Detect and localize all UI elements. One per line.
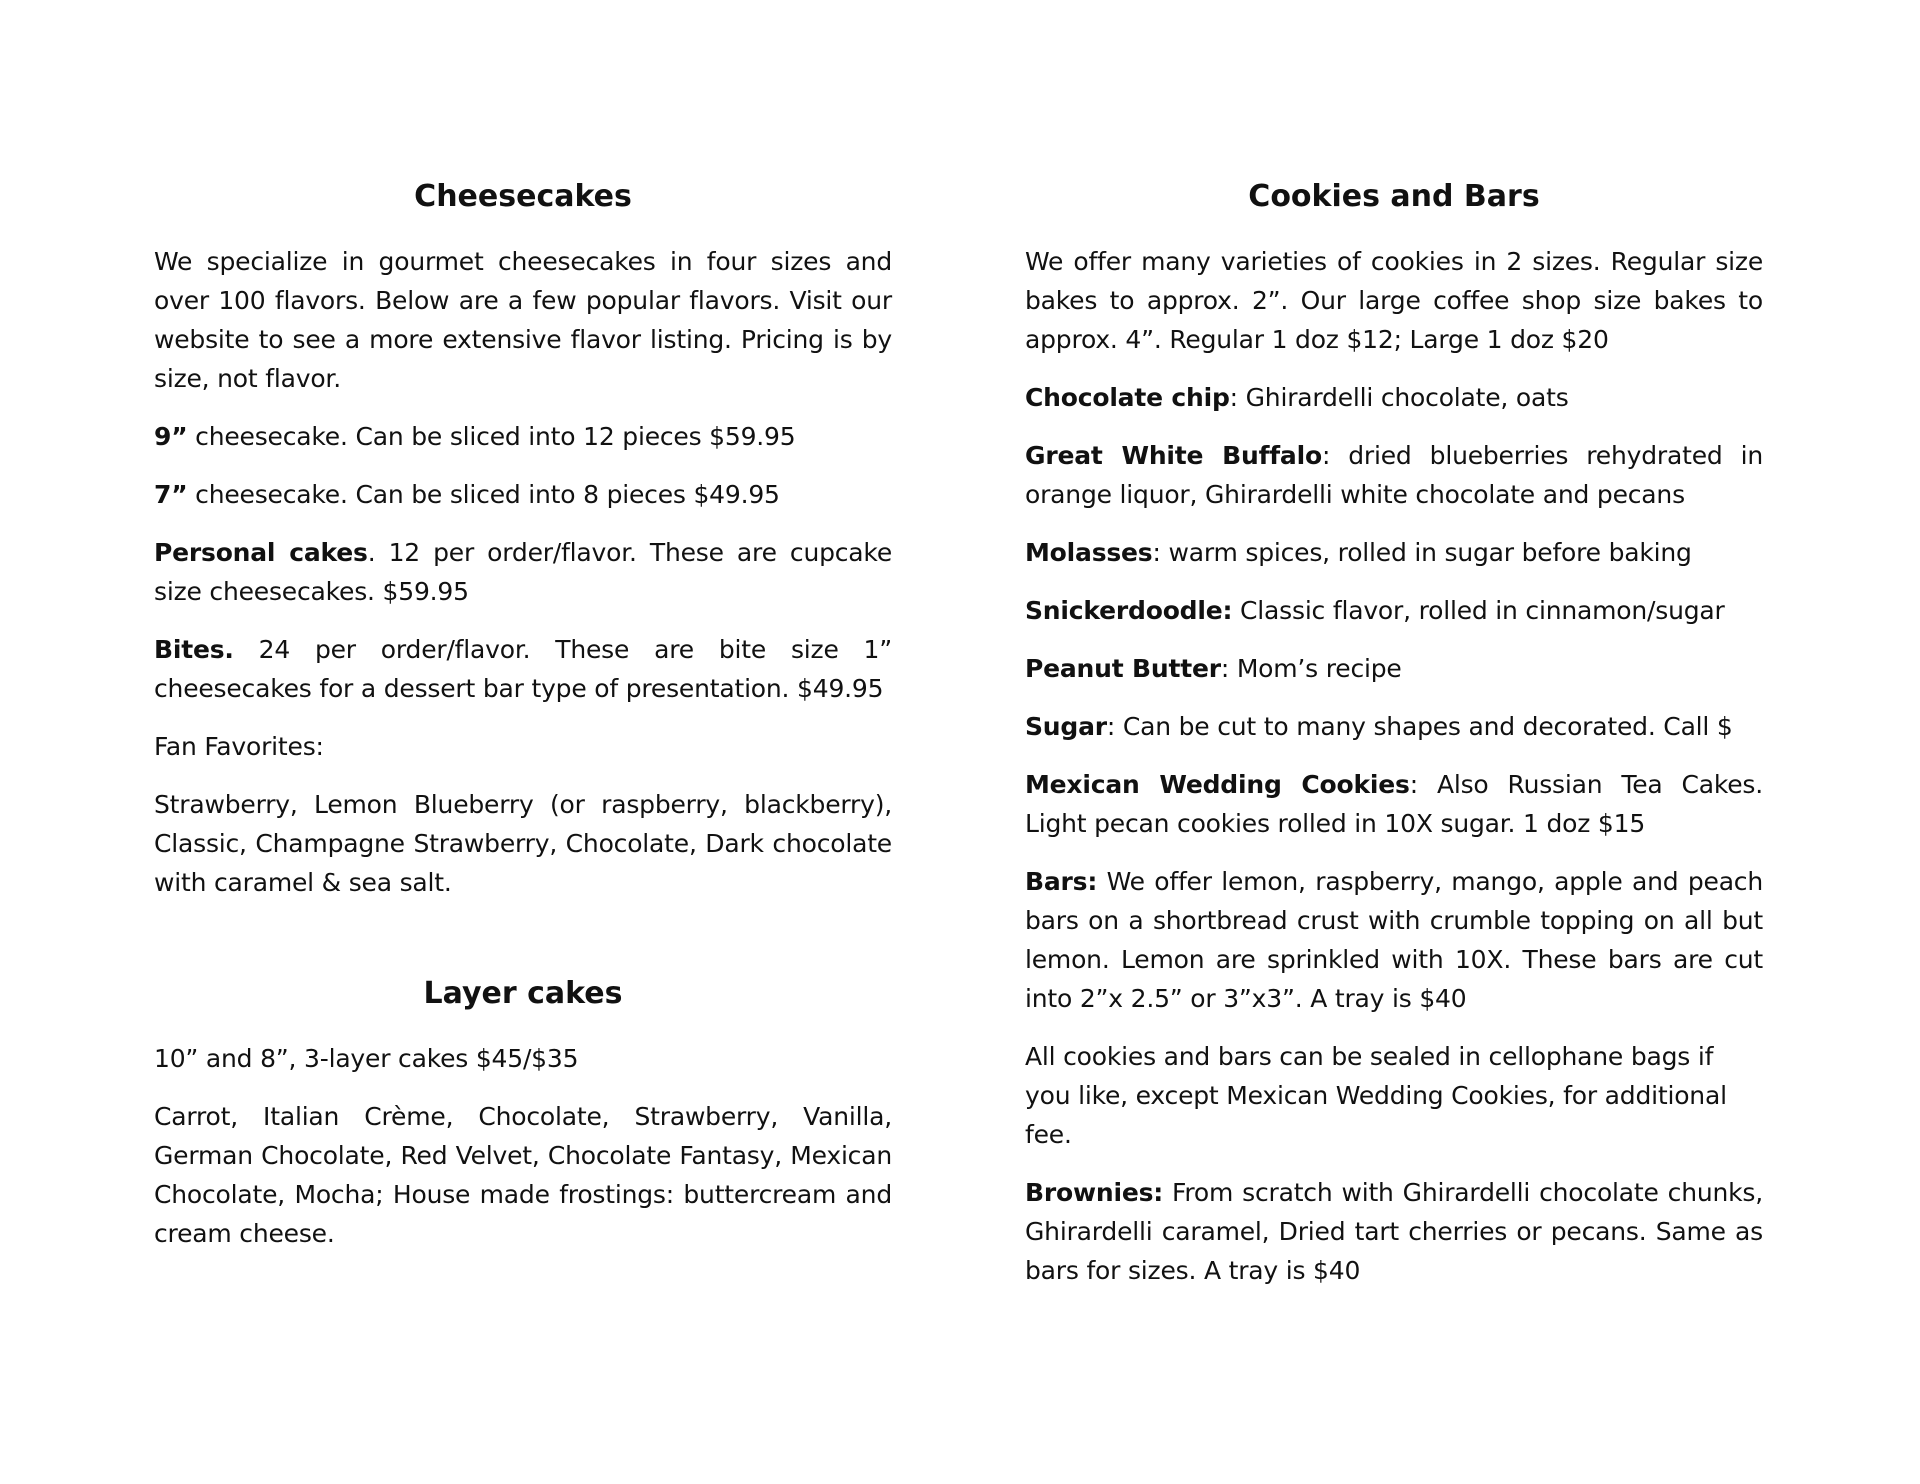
item-name: Snickerdoodle: bbox=[1025, 596, 1233, 625]
item-description: : dried blueberries rehydrated in orange liquor, Ghirardelli white chocolate and pecans bbox=[1025, 441, 1763, 509]
sealing-note: All cookies and bars can be sealed in cellophane bags if you like, except Mexican Wedding Cookies, for additional fee. bbox=[1025, 1042, 1727, 1149]
cookies-heading: Cookies and Bars bbox=[1248, 179, 1540, 214]
item-name: Molasses bbox=[1025, 538, 1153, 567]
cookie-item-great-white-buffalo bbox=[1025, 436, 1763, 514]
cookies-intro: We offer many varieties of cookies in 2 sizes. Regular size bakes to approx. 2”. Our large coffee shop size bakes to approx. 4”. Regular 1 doz $12; Large 1 doz $20 bbox=[1025, 247, 1763, 354]
cheesecake-item-bites bbox=[154, 630, 892, 708]
item-name: Bars: bbox=[1025, 867, 1098, 896]
cheesecake-item-7-inch bbox=[154, 475, 892, 514]
layer-cakes-sizes: 10” and 8”, 3-layer cakes $45/$35 bbox=[154, 1044, 579, 1073]
item-description: cheesecake. Can be sliced into 8 pieces $49.95 bbox=[187, 480, 780, 509]
section-spacer bbox=[154, 921, 892, 975]
item-name: Mexican Wedding Cookies bbox=[1025, 770, 1410, 799]
item-description: 24 per order/flavor. These are bite size 1” cheesecakes for a dessert bar type of presentation. $49.95 bbox=[154, 635, 892, 703]
item-name: 7” bbox=[154, 480, 188, 509]
cookie-item-bars bbox=[1025, 862, 1763, 1018]
item-description: cheesecake. Can be sliced into 12 pieces $59.95 bbox=[187, 422, 796, 451]
item-description: From scratch with Ghirardelli chocolate chunks, Ghirardelli caramel, Dried tart cherries or pecans. Same as bars for sizes. A tray is $40 bbox=[1025, 1178, 1763, 1285]
item-name: Chocolate chip bbox=[1025, 383, 1230, 412]
item-name: Sugar bbox=[1025, 712, 1107, 741]
item-name: 9” bbox=[154, 422, 188, 451]
item-name: Bites. bbox=[154, 635, 234, 664]
item-description: . 12 per order/flavor. These are cupcake size cheesecakes. $59.95 bbox=[154, 538, 892, 606]
item-description: Classic flavor, rolled in cinnamon/sugar bbox=[1232, 596, 1725, 625]
item-name: Personal cakes bbox=[154, 538, 368, 567]
brownies-item bbox=[1025, 1173, 1763, 1290]
cookie-item-mexican-wedding bbox=[1025, 765, 1763, 843]
item-description: : Mom’s recipe bbox=[1220, 654, 1402, 683]
cookie-item-molasses bbox=[1025, 533, 1763, 572]
cheesecake-item-personal bbox=[154, 533, 892, 611]
item-description: : Ghirardelli chocolate, oats bbox=[1229, 383, 1569, 412]
item-name: Brownies: bbox=[1025, 1178, 1164, 1207]
item-description: We offer lemon, raspberry, mango, apple and peach bars on a shortbread crust with crumble topping on all but lemon. Lemon are sprinkled with 10X. These bars are cut into 2”x 2.5” or 3”x3”. A tray is $40 bbox=[1025, 867, 1763, 1013]
fan-favorites-label: Fan Favorites: bbox=[154, 732, 324, 761]
cheesecakes-intro: We specialize in gourmet cheesecakes in four sizes and over 100 flavors. Below are a few popular flavors. Visit our website to see a more extensive flavor listing. Pricing is by size, not flavor. bbox=[154, 247, 892, 393]
item-name: Great White Buffalo bbox=[1025, 441, 1322, 470]
item-description: : Can be cut to many shapes and decorated. Call $ bbox=[1106, 712, 1733, 741]
cookie-item-sugar bbox=[1025, 707, 1763, 746]
cheesecake-item-9-inch bbox=[154, 417, 892, 456]
cheesecakes-heading: Cheesecakes bbox=[414, 179, 632, 214]
cookie-item-peanut-butter bbox=[1025, 649, 1763, 688]
cookie-item-chocolate-chip bbox=[1025, 378, 1763, 417]
right-column bbox=[1025, 178, 1763, 1309]
cookie-item-snickerdoodle bbox=[1025, 591, 1763, 630]
item-name: Peanut Butter bbox=[1025, 654, 1221, 683]
left-column bbox=[154, 178, 892, 1272]
item-description: : warm spices, rolled in sugar before baking bbox=[1152, 538, 1692, 567]
fan-favorites-list: Strawberry, Lemon Blueberry (or raspberry, blackberry), Classic, Champagne Strawberry, Chocolate, Dark chocolate with caramel & sea salt. bbox=[154, 790, 892, 897]
layer-cakes-flavors: Carrot, Italian Crème, Chocolate, Strawberry, Vanilla, German Chocolate, Red Velvet, Chocolate Fantasy, Mexican Chocolate, Mocha; House made frostings: buttercream and cream cheese. bbox=[154, 1102, 892, 1248]
layer-cakes-heading: Layer cakes bbox=[423, 976, 623, 1011]
item-description: : Also Russian Tea Cakes. Light pecan cookies rolled in 10X sugar. 1 doz $15 bbox=[1025, 770, 1763, 838]
